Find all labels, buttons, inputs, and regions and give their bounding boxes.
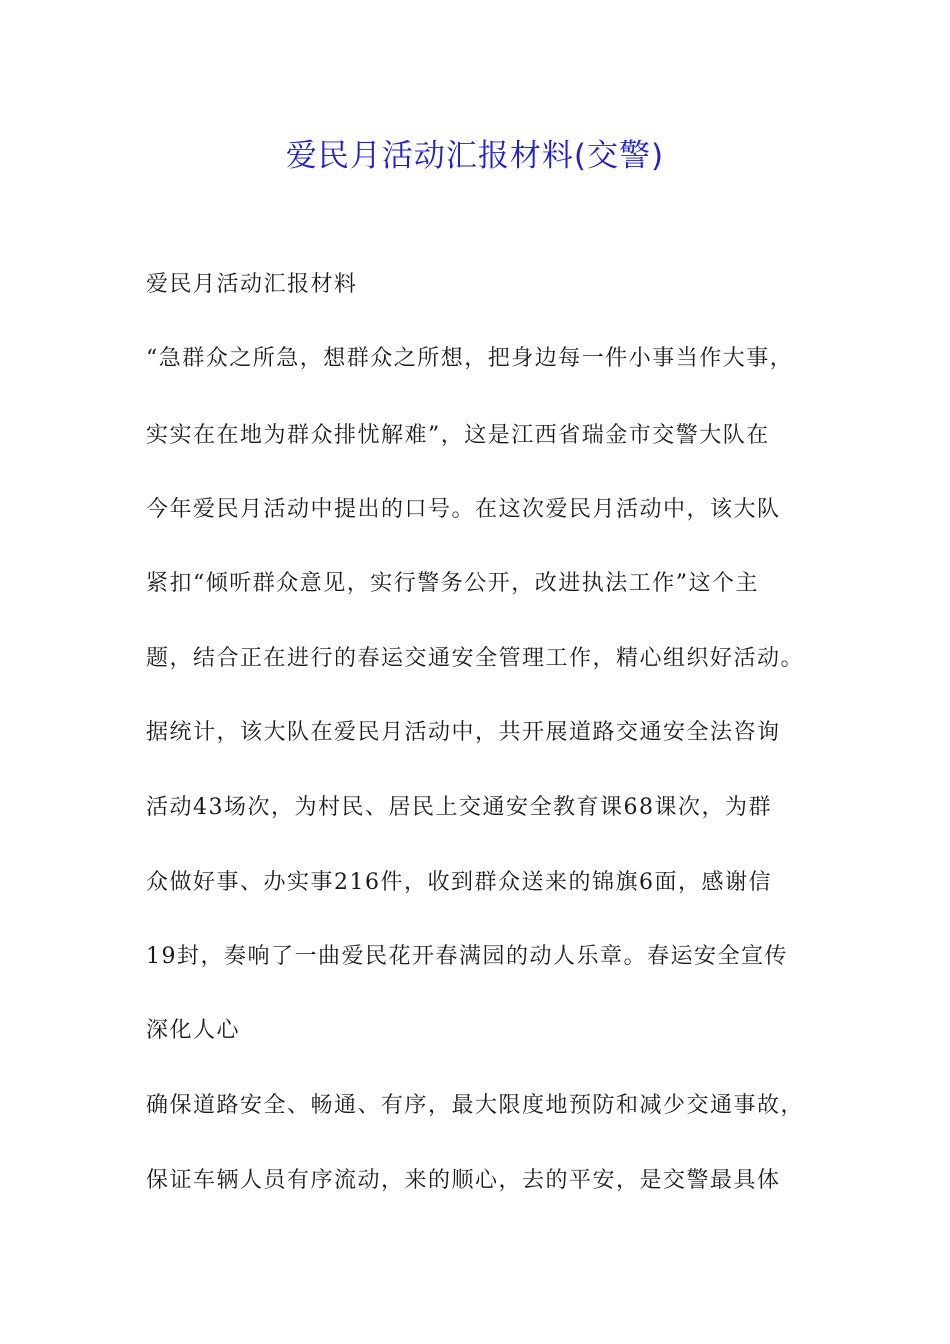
body-line: 深化人心 (146, 1018, 241, 1043)
body-line: 题，结合正在进行的春运交通安全管理工作，精心组织好活动。 (146, 646, 805, 671)
section-heading: 爱民月活动汇报材料 (146, 272, 358, 297)
body-line: 实实在在地为群众排忧解难”，这是江西省瑞金市交警大队在 (146, 423, 770, 448)
body-line: 紧扣“倾听群众意见，实行警务公开，改进执法工作”这个主 (146, 571, 759, 596)
body-line: 今年爱民月活动中提出的口号。在这次爱民月活动中，该大队 (146, 497, 781, 522)
body-line: 确保道路安全、畅通、有序，最大限度地预防和减少交通事故， (146, 1093, 805, 1118)
body-line: 据统计，该大队在爱民月活动中，共开展道路交通安全法咨询 (146, 720, 781, 745)
body-line: 活动43场次，为村民、居民上交通安全教育课68课次，为群 (146, 795, 772, 820)
body-line: 众做好事、办实事216件，收到群众送来的锦旗6面，感谢信 (146, 870, 772, 895)
body-line: “急群众之所急，想群众之所想，把身边每一件小事当作大事， (146, 346, 794, 371)
body-line: 19封，奏响了一曲爱民花开春满园的动人乐章。春运安全宣传 (146, 944, 788, 969)
body-line: 保证车辆人员有序流动，来的顺心，去的平安，是交警最具体 (146, 1168, 781, 1193)
document-title: 爱民月活动汇报材料(交警) (285, 138, 665, 174)
